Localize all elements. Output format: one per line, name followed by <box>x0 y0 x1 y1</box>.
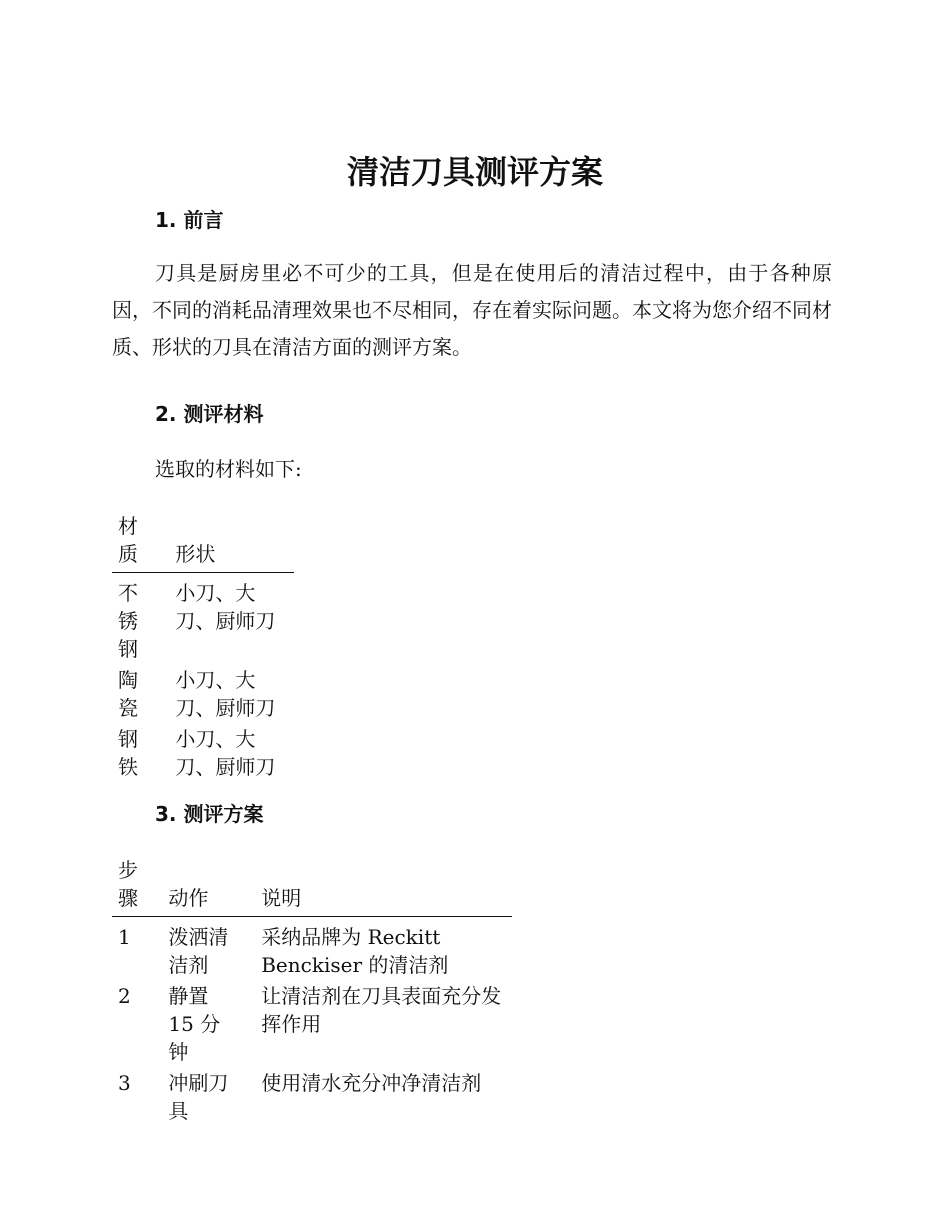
table-row <box>112 979 512 1066</box>
table-header-row <box>112 512 294 573</box>
table-cell: 不锈钢 <box>118 581 138 661</box>
table-row <box>112 917 512 980</box>
table-header-cell: 步骤 <box>112 856 152 917</box>
steps-table <box>112 856 512 1125</box>
table-row <box>112 1066 512 1125</box>
table-cell: 小刀、大刀、厨师刀 <box>175 668 276 720</box>
materials-table <box>112 512 294 781</box>
table-cell: 陶瓷 <box>118 668 138 720</box>
table-cell: 小刀、大刀、厨师刀 <box>175 727 276 779</box>
table-cell: 冲刷刀具 <box>168 1071 229 1123</box>
table-row <box>112 722 294 781</box>
table-cell: 静置 15 分钟 <box>168 984 221 1064</box>
table-row <box>112 573 294 664</box>
table-cell: 让清洁剂在刀具表面充分发挥作用 <box>261 984 502 1036</box>
table-cell: 钢铁 <box>118 727 138 779</box>
table-header-cell: 形状 <box>143 512 294 573</box>
table-row <box>112 663 294 722</box>
preface-paragraph: 刀具是厨房里必不可少的工具，但是在使用后的清洁过程中，由于各种原因，不同的消耗品清理效果也不尽相同，存在着实际问题。本文将为您介绍不同材质、形状的刀具在清洁方面的测评方案。 <box>112 261 832 359</box>
table-cell: 3 <box>118 1071 131 1095</box>
table-cell: 使用清水充分冲净清洁剂 <box>261 1071 482 1095</box>
materials-lead-text: 选取的材料如下: <box>155 457 302 481</box>
table-header-cell: 材质 <box>112 512 143 573</box>
document-title: 清洁刀具测评方案 <box>346 153 603 191</box>
table-cell: 小刀、大刀、厨师刀 <box>175 581 276 633</box>
section-heading-plan: 3. 测评方案 <box>155 802 264 826</box>
table-cell: 2 <box>118 984 131 1008</box>
table-cell: 泼洒清洁剂 <box>168 925 229 977</box>
section-heading-preface: 1. 前言 <box>155 208 224 232</box>
table-cell: 1 <box>118 925 131 949</box>
table-header-cell: 说明 <box>237 856 512 917</box>
table-cell: 采纳品牌为 Reckitt Benckiser 的清洁剂 <box>261 925 449 977</box>
table-header-cell: 动作 <box>152 856 237 917</box>
section-heading-materials: 2. 测评材料 <box>155 402 264 426</box>
table-header-row <box>112 856 512 917</box>
